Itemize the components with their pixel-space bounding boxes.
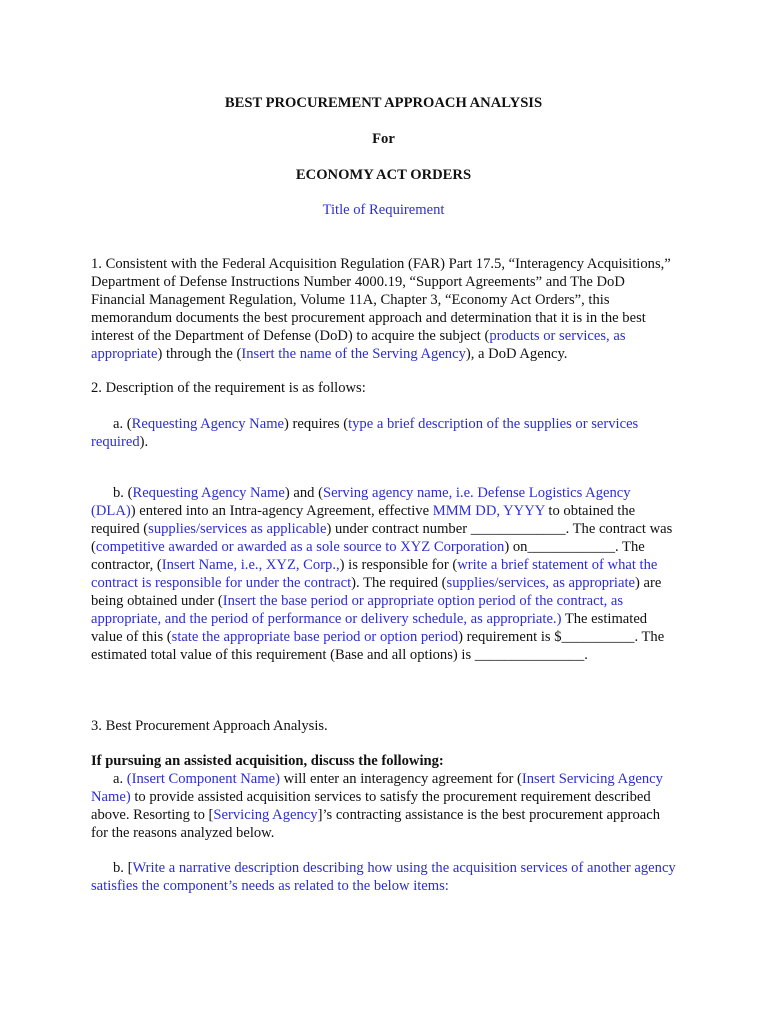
paragraph-2a-text: ) requires ( <box>284 416 349 432</box>
placeholder-servicing-agency: Servicing Agency <box>213 807 318 823</box>
placeholder-supplies-services: supplies/services as applicable <box>148 521 327 537</box>
paragraph-2b <box>91 484 676 664</box>
paragraph-2a-text: ). <box>139 434 149 450</box>
requirement-title-placeholder: Title of Requirement <box>322 202 445 218</box>
paragraph-1-text: ), a DoD Agency. <box>465 346 568 362</box>
paragraph-2a <box>91 415 676 451</box>
placeholder-serving-agency: Insert the name of the Serving Agency <box>241 346 466 362</box>
placeholder-base-or-option-period: state the appropriate base period or option period <box>171 629 459 645</box>
placeholder-supplies-description: type a brief description of the supplies or services required <box>91 416 639 450</box>
placeholder-component-name: (Insert Component Name) <box>126 771 280 787</box>
paragraph-1-text: ) through the ( <box>157 346 242 362</box>
placeholder-contractor-name: Insert Name, i.e., XYZ, Corp., <box>161 557 340 573</box>
document-for-line: For <box>372 131 395 147</box>
paragraph-2b-text: ) and ( <box>284 485 323 501</box>
paragraph-1-text: 1. Consistent with the Federal Acquisition Regulation (FAR) Part 17.5, “Interagency Acquisitions,” Department of Defense Instructions Number 4000.19, “Support Agreements” and The DoD Financial Management Regulation, Volume 11A, Chapter 3, “Economy Act Orders”, this memorandum documents the best procurement approach and determination that it is in the best interest of the Department of Defense (DoD) to acquire the subject ( <box>91 256 671 344</box>
paragraph-3a-text: will enter an interagency agreement for ( <box>279 771 522 787</box>
paragraph-2b-text: ) are being obtained under ( <box>91 575 662 609</box>
placeholder-effective-date: MMM DD, YYYY <box>432 503 545 519</box>
paragraph-2b-text: ) under contract number _____________. The contract was ( <box>91 521 673 555</box>
paragraph-2b-text: b. ( <box>113 485 133 501</box>
placeholder-requesting-agency: Requesting Agency Name <box>132 485 285 501</box>
paragraph-3a <box>91 770 676 842</box>
placeholder-period-of-performance: Insert the base period or appropriate option period of the contract, as appropriate, and the period of performance or delivery schedule, as appropriate.) <box>91 593 624 627</box>
paragraph-2b-text: ) is responsible for ( <box>339 557 458 573</box>
paragraph-3a-text: ]’s contracting assistance is the best procurement approach for the reasons analyzed below. <box>91 807 661 841</box>
placeholder-award-type: competitive awarded or awarded as a sole source to XYZ Corporation <box>95 539 505 555</box>
paragraph-1 <box>91 255 676 363</box>
placeholder-products-or-services: products or services, as appropriate <box>91 328 626 362</box>
paragraph-2b-text: The estimated value of this ( <box>91 611 648 645</box>
paragraph-3b <box>91 859 676 895</box>
placeholder-required-supplies: supplies/services, as appropriate <box>446 575 635 591</box>
placeholder-servicing-agency-name: Insert Servicing Agency Name) <box>91 771 663 805</box>
paragraph-3a-text: to provide assisted acquisition services to satisfy the procurement requirement described above. Resorting to [ <box>91 789 651 823</box>
paragraph-3a-text: a. <box>113 771 127 787</box>
paragraph-3-heading: 3. Best Procurement Approach Analysis. <box>91 718 328 734</box>
document-title: BEST PROCUREMENT APPROACH ANALYSIS <box>224 95 543 111</box>
paragraph-3b-text: b. [ <box>113 860 133 876</box>
placeholder-requesting-agency: Requesting Agency Name <box>131 416 285 432</box>
placeholder-contract-responsibility: write a brief statement of what the contract is responsible for under the contract <box>91 557 658 591</box>
document-subtitle: ECONOMY ACT ORDERS <box>295 167 472 183</box>
paragraph-2b-text: ) entered into an Intra-agency Agreement, effective <box>130 503 433 519</box>
paragraph-2b-text: to obtained the required ( <box>91 503 636 537</box>
placeholder-serving-agency-name: Serving agency name, i.e. Defense Logistics Agency (DLA) <box>91 485 631 519</box>
paragraph-2b-text: ) on____________. The contractor, ( <box>91 539 645 573</box>
paragraph-2-heading: 2. Description of the requirement is as follows: <box>91 380 366 396</box>
paragraph-2b-text: ). The required ( <box>351 575 447 591</box>
placeholder-narrative-description: Write a narrative description describing how using the acquisition services of another agency satisfies the component’s needs as related to the below items: <box>91 860 676 894</box>
paragraph-2b-text: ) requirement is $__________. The estimated total value of this requirement (Base and all options) is _______________. <box>91 629 665 663</box>
assisted-acquisition-heading: If pursuing an assisted acquisition, discuss the following: <box>91 753 444 769</box>
paragraph-2a-text: a. ( <box>113 416 132 432</box>
